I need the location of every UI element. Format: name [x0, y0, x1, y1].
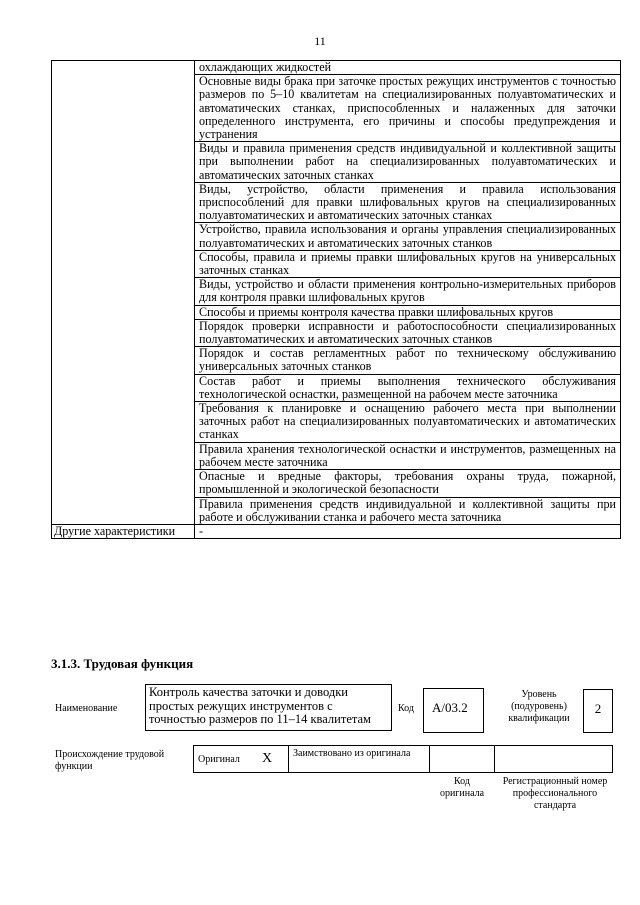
- borrowed-label: Заимствовано из оригинала: [293, 748, 411, 759]
- level-value-box: 2: [583, 689, 613, 733]
- knowledge-item: Правила применения средств индивидуальной и коллективной защиты при работе и обслуживании станка и рабочего места заточника: [195, 497, 621, 524]
- knowledge-item: Порядок и состав регламентных работ по техническому обслуживанию универсальных заточных станков: [195, 347, 621, 374]
- reg-number-cell: [494, 745, 613, 773]
- code-original-cell: [429, 745, 495, 773]
- knowledge-item: Способы и приемы контроля качества правки шлифовальных кругов: [195, 305, 621, 319]
- knowledge-item: Основные виды брака при заточке простых режущих инструментов с точностью размеров по 5–10 квалитетам на специализированных полуавтоматических и автоматических станках, приспособленных и налаженных для заточки определенного инструмента, его причины и способы предупреждения и устранения: [195, 75, 621, 142]
- original-mark: X: [262, 751, 273, 766]
- code-original-label: Код оригинала: [439, 776, 485, 799]
- knowledge-item: Устройство, правила использования и органы управления специализированных полуавтоматических и автоматических заточных станков: [195, 223, 621, 250]
- knowledge-item: Способы, правила и приемы правки шлифовальных кругов на универсальных заточных станках: [195, 250, 621, 277]
- empty-left-cell: [52, 61, 195, 525]
- original-cell: [193, 745, 289, 773]
- knowledge-item: Правила хранения технологической оснастки и инструментов, размещенных на рабочем месте заточника: [195, 442, 621, 469]
- code-label: Код: [398, 703, 414, 714]
- knowledge-item: Виды, устройство и области применения контрольно-измерительных приборов для контроля правки шлифовальных кругов: [195, 278, 621, 305]
- code-value-box: А/03.2: [423, 688, 484, 733]
- knowledge-item: Требования к планировке и оснащению рабочего места при выполнении заточных работ на специализированных полуавтоматических и автоматических станках: [195, 402, 621, 443]
- borrowed-cell: [288, 745, 430, 773]
- section-heading: 3.1.3. Трудовая функция: [51, 656, 194, 671]
- other-characteristics-value: -: [195, 524, 621, 538]
- knowledge-item: Состав работ и приемы выполнения технического обслуживания технологической оснастки, размещенной на рабочем месте заточника: [195, 374, 621, 401]
- knowledge-item: Виды и правила применения средств индивидуальной и коллективной защиты при выполнении работ на специализированных полуавтоматических и автоматических заточных станках: [195, 142, 621, 183]
- function-name-box: Контроль качества заточки и доводки простых режущих инструментов с точностью размеров по 11–14 квалитетам: [145, 684, 392, 731]
- knowledge-table: [51, 60, 621, 539]
- page-number: 11: [314, 34, 326, 48]
- knowledge-item: Опасные и вредные факторы, требования охраны труда, пожарной, промышленной и экологической безопасности: [195, 470, 621, 497]
- reg-number-label: Регистрационный номер профессионального стандарта: [502, 776, 608, 811]
- knowledge-item: Виды, устройство, области применения и правила использования приспособлений для правки шлифовальных кругов на специализированных полуавтоматических и автоматических заточных станках: [195, 182, 621, 223]
- name-label: Наименование: [55, 703, 118, 714]
- origin-label: Происхождение трудовой функции: [55, 749, 165, 772]
- knowledge-item: охлаждающих жидкостей: [195, 61, 621, 75]
- table-row: [52, 524, 621, 538]
- other-characteristics-label: Другие характеристики: [52, 524, 195, 538]
- table-row: [52, 61, 621, 75]
- level-label: Уровень (подуровень) квалификации: [508, 689, 570, 724]
- original-label: Оригинал: [198, 754, 240, 765]
- knowledge-item: Порядок проверки исправности и работоспособности специализированных полуавтоматических и автоматических заточных станков: [195, 319, 621, 346]
